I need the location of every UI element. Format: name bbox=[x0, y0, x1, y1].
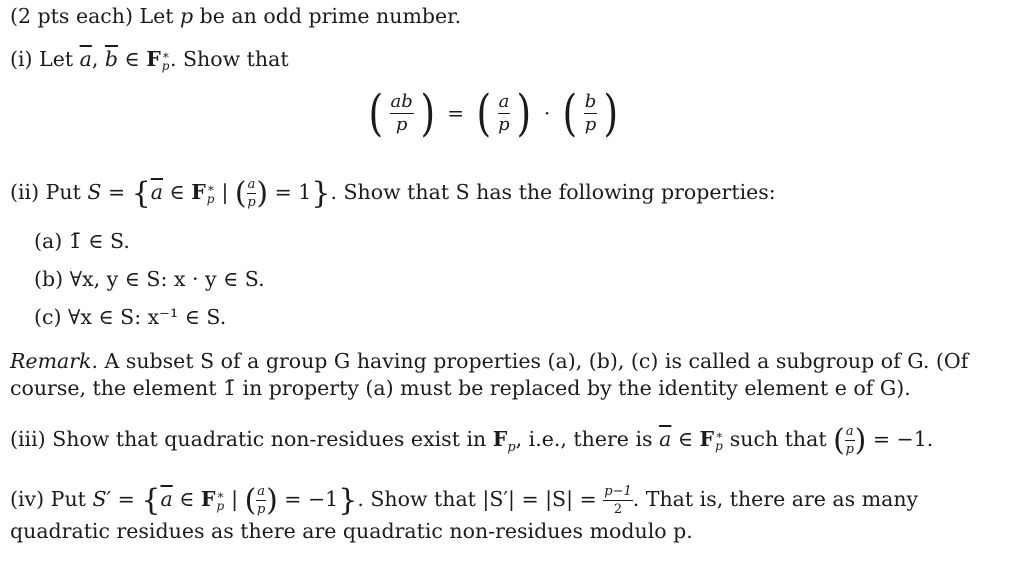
part-iii-statement: (iii) Show that quadratic non-residues exist in $F_p$, i.e., there is $\overline{a}$ ∈ F ∗ p such that ( $\frac{a}{p}$ ) = −1. bbox=[10, 422, 934, 458]
part-iv-statement: (iv) Put $S' = \{\overline{a}$ ∈ F ∗ p | ( $\frac{a}{p}$ ) = −1}. Show that |S′| = |S| = $\frac{p-1}{2}$ . That is, there are as many bbox=[10, 482, 919, 518]
remark-line-1: Remark. A subset S of a group G having properties (a), (b), (c) is called a subgroup of G. (Of bbox=[10, 349, 969, 373]
problem-header: (2 pts each) Let p be an odd prime number. bbox=[10, 4, 462, 28]
part-ii-item-c: (c) ∀x ∈ S: x⁻¹ ∈ S. bbox=[34, 305, 227, 329]
part-ii-item-b: (b) ∀x, y ∈ S: x · y ∈ S. bbox=[34, 267, 265, 291]
part-i-statement: (i) Let $\overline{a}$, $\overline{b}$ ∈ F ∗ p . Show that bbox=[10, 47, 289, 73]
part-iv-line-2: quadratic residues as there are quadratic non-residues modulo p. bbox=[10, 519, 693, 543]
legendre-multiplicativity-formula: ( $\frac{ab}{p}$ ) = ( $\frac{a}{p}$ ) · ( $\frac{b}{p}$ ) bbox=[368, 84, 619, 142]
remark-line-2: course, the element 1̄ in property (a) must be replaced by the identity element e of G). bbox=[10, 376, 911, 400]
part-ii-statement: (ii) Put $S = \{\overline{a}$ ∈ F ∗ p | ( $\frac{a}{p}$ ) = 1}. Show that S has the following properties: bbox=[10, 175, 776, 211]
part-ii-item-a: (a) 1̄ ∈ S. bbox=[34, 229, 130, 253]
